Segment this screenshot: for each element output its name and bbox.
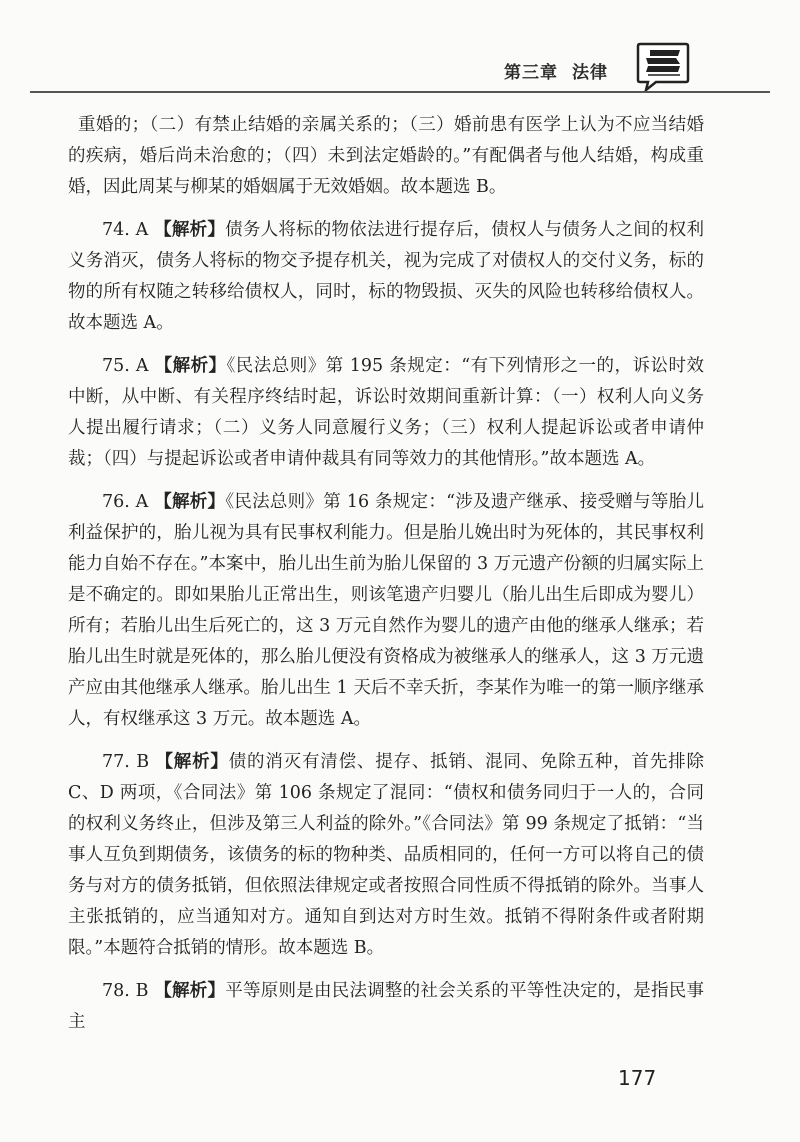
answer-77 [68, 747, 704, 964]
answer-number: 76. A [102, 492, 149, 512]
paragraph-text: 重婚的；（二）有禁止结婚的亲属关系的；（三）婚前患有医学上认为不应当结婚的疾病，婚后尚未治愈的；（四）未到法定婚龄的。”有配偶者与他人结婚，构成重婚，因此周某与柳某的婚姻属于无效婚姻。故本题选 B。 [68, 115, 704, 197]
analysis-tag: 【解析】 [154, 356, 227, 376]
page-number: 177 [618, 1066, 657, 1090]
paragraph-continued [68, 110, 704, 203]
analysis-tag: 【解析】 [154, 981, 226, 1001]
books-speech-bubble-icon [634, 42, 692, 92]
analysis-tag: 【解析】 [155, 752, 229, 772]
analysis-tag: 【解析】 [154, 492, 226, 512]
answer-number: 75. A [102, 356, 149, 376]
analysis-tag: 【解析】 [154, 220, 226, 240]
answer-number: 77. B [102, 752, 150, 772]
chapter-subject: 法律 [572, 63, 608, 83]
answer-76 [68, 487, 704, 735]
chapter-number: 第三章 [504, 63, 558, 83]
paragraph-text: 债的消灭有清偿、提存、抵销、混同、免除五种，首先排除 C、D 两项，《合同法》第 106 条规定了混同：“债权和债务同归于一人的，合同的权利义务终止，但涉及第三人利益的除外。”《合同法》第 99 条规定了抵销：“当事人互负到期债务，该债务的标的物种类、品质相同的，任何一方可以将自己的债务与对方的债务抵销，但依照法律规定或者按照合同性质不得抵销的除外。当事人主张抵销的，应当通知对方。通知自到达对方时生效。抵销不得附条件或者附期限。”本题符合抵销的情形。故本题选 B。 [68, 752, 704, 958]
answer-78 [68, 976, 704, 1038]
answer-75 [68, 351, 704, 475]
paragraph-text: 《民法总则》第 16 条规定：“涉及遗产继承、接受赠与等胎儿利益保护的，胎儿视为具有民事权利能力。但是胎儿娩出时为死体的，其民事权利能力自始不存在。”本案中，胎儿出生前为胎儿保留的 3 万元遗产份额的归属实际上是不确定的。即如果胎儿正常出生，则该笔遗产归婴儿（胎儿出生后即成为婴儿）所有；若胎儿出生后死亡的，这 3 万元自然作为婴儿的遗产由他的继承人继承；若胎儿出生时就是死体的，那么胎儿便没有资格成为被继承人的继承人，这 3 万元遗产应由其他继承人继承。胎儿出生 1 天后不幸夭折，李某作为唯一的第一顺序继承人，有权继承这 3 万元。故本题选 A。 [68, 492, 704, 729]
answer-number: 74. A [102, 220, 149, 240]
paragraph-text: 平等原则是由民法调整的社会关系的平等性决定的，是指民事主 [68, 981, 704, 1032]
paragraph-text: 债务人将标的物依法进行提存后，债权人与债务人之间的权利义务消灭，债务人将标的物交予提存机关，视为完成了对债权人的交付义务，标的物的所有权随之转移给债权人，同时，标的物毁损、灭失的风险也转移给债权人。故本题选 A。 [68, 220, 704, 333]
chapter-heading [504, 58, 608, 83]
answer-number: 78. B [102, 981, 149, 1001]
answer-explanations [68, 110, 704, 1050]
answer-74 [68, 215, 704, 339]
header-rule [30, 91, 770, 93]
paragraph-text: 《民法总则》第 195 条规定：“有下列情形之一的，诉讼时效中断，从中断、有关程序终结时起，诉讼时效期间重新计算：（一）权利人向义务人提出履行请求；（二）义务人同意履行义务；（三）权利人提起诉讼或者申请仲裁；（四）与提起诉讼或者申请仲裁具有同等效力的其他情形。”故本题选 A。 [68, 356, 704, 469]
page-header [0, 0, 800, 96]
